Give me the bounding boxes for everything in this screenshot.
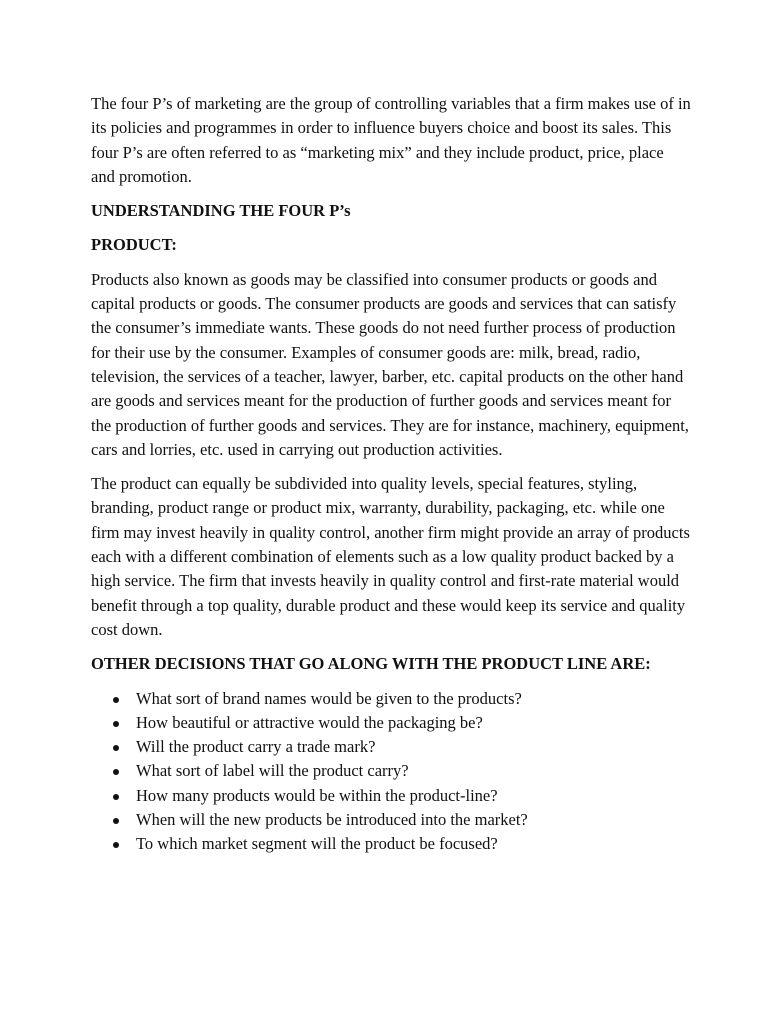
list-item-text: To which market segment will the product be focused?	[136, 834, 498, 854]
section-heading-understanding: UNDERSTANDING THE FOUR P’s	[91, 201, 351, 221]
section-heading-product: PRODUCT:	[91, 235, 177, 255]
section-heading-other-decisions: OTHER DECISIONS THAT GO ALONG WITH THE PRODUCT LINE ARE:	[91, 654, 651, 674]
intro-paragraph: The four P’s of marketing are the group of controlling variables that a firm makes use of in its policies and programmes in order to influence buyers choice and boost its sales. This four P’s are often referred to as “marketing mix” and they include product, price, place and promotion.	[91, 94, 691, 186]
bullet-icon	[113, 697, 119, 703]
list-item-text: How many products would be within the product-line?	[136, 785, 498, 805]
list-item	[91, 832, 691, 856]
bullet-icon	[113, 721, 119, 727]
list-item	[91, 808, 691, 832]
decision-bullet-list	[91, 687, 691, 857]
list-item-text: When will the new products be introduced into the market?	[136, 810, 528, 830]
list-item	[91, 687, 691, 711]
list-item	[91, 735, 691, 759]
document-page	[91, 92, 691, 857]
list-item-text: How beautiful or attractive would the packaging be?	[136, 712, 483, 732]
product-paragraph-2: The product can equally be subdivided into quality levels, special features, styling, branding, product range or product mix, warranty, durability, packaging, etc. while one firm may invest heavily in quality control, another firm might provide an array of products each with a different combination of elements such as a low quality product backed by a high service. The firm that invests heavily in quality control and first-rate material would benefit through a top quality, durable product and these would keep its service and quality cost down.	[91, 474, 690, 639]
list-item-text: What sort of brand names would be given to the products?	[136, 688, 522, 708]
list-item-text: What sort of label will the product carry?	[136, 761, 409, 781]
product-paragraph-1: Products also known as goods may be classified into consumer products or goods and capital products or goods. The consumer products are goods and services that can satisfy the consumer’s immediate wants. These goods do not need further process of production for their use by the consumer. Examples of consumer goods are: milk, bread, radio, television, the services of a teacher, lawyer, barber, etc. capital products on the other hand are goods and services meant for the production of further goods and services meant for the production of further goods and services. They are for instance, machinery, equipment, cars and lorries, etc. used in carrying out production activities.	[91, 269, 689, 459]
list-item	[91, 711, 691, 735]
bullet-icon	[113, 769, 119, 775]
list-item-text: Will the product carry a trade mark?	[136, 737, 376, 757]
bullet-icon	[113, 794, 119, 800]
bullet-icon	[113, 745, 119, 751]
list-item	[91, 759, 691, 783]
bullet-icon	[113, 818, 119, 824]
list-item	[91, 784, 691, 808]
bullet-icon	[113, 842, 119, 848]
